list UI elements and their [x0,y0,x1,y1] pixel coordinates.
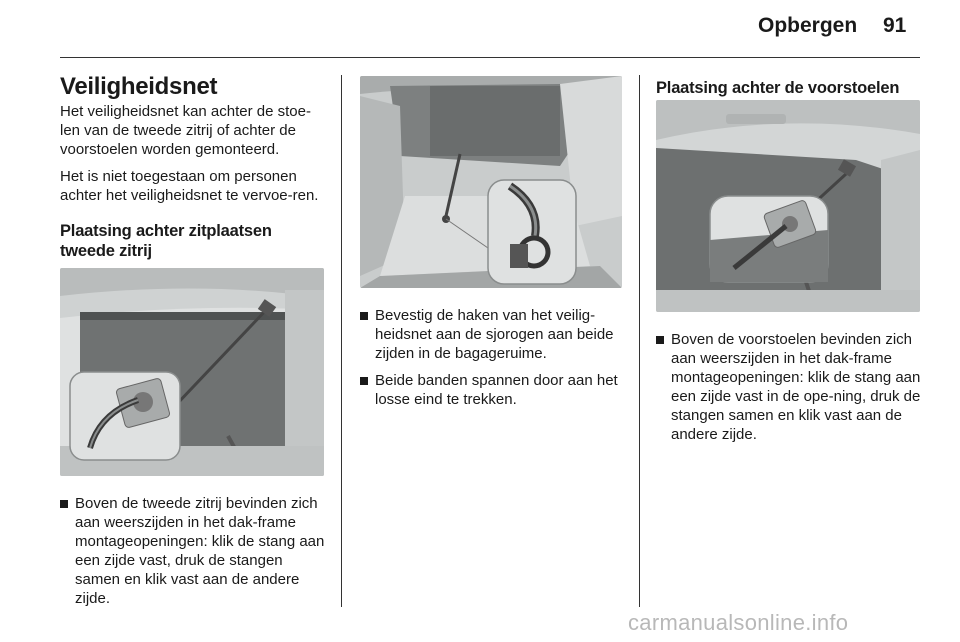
column-2 [360,72,622,417]
section-title: Veiligheidsnet [60,73,218,100]
list-item: Boven de tweede zitrij bevinden zich aan weerszijden in het dak-frame montageopeningen: klik de stang aan een zijde vast, druk de stangen samen en klik vast aan de andere zijde. [60,494,326,608]
page-number: 91 [883,14,907,37]
header-rule [60,57,920,58]
cargo-area-illustration [360,76,622,288]
cargo-area-steps [360,306,622,409]
column-3 [656,72,922,452]
list-item: Beide banden spannen door aan het losse eind te trekken. [360,371,622,409]
column-divider-1 [341,75,342,607]
header-section-title: Opbergen [758,14,858,37]
subheading-second-row-line1: Plaatsing achter zitplaatsen [60,222,272,240]
intro-paragraph: Het veiligheidsnet kan achter de stoe-len van de tweede zitrij of achter de voorstoelen worden gemonteerd. [60,103,311,158]
front-seats-steps [656,330,922,444]
subheading-front-seats: Plaatsing achter de voorstoelen [656,79,900,97]
list-item: Bevestig de haken van het veilig-heidsnet aan de sjorogen aan beide zijden in de bagageruime. [360,306,622,363]
column-1 [60,72,326,616]
list-item: Boven de voorstoelen bevinden zich aan weerszijden in het dak-frame montageopeningen: klik de stang aan een zijde vast in de ope-ning, druk de stangen samen en klik vast aan de andere zijde. [656,330,922,444]
second-row-illustration [60,268,324,476]
second-row-steps [60,494,326,608]
warning-paragraph: Het is niet toegestaan om personen achter het veiligheidsnet te vervoe-ren. [60,168,319,204]
watermark: carmanualsonline.info [628,610,849,635]
column-divider-2 [639,75,640,607]
subheading-second-row [60,221,326,261]
front-seats-illustration [656,100,920,312]
subheading-second-row-line2: tweede zitrij [60,242,152,260]
